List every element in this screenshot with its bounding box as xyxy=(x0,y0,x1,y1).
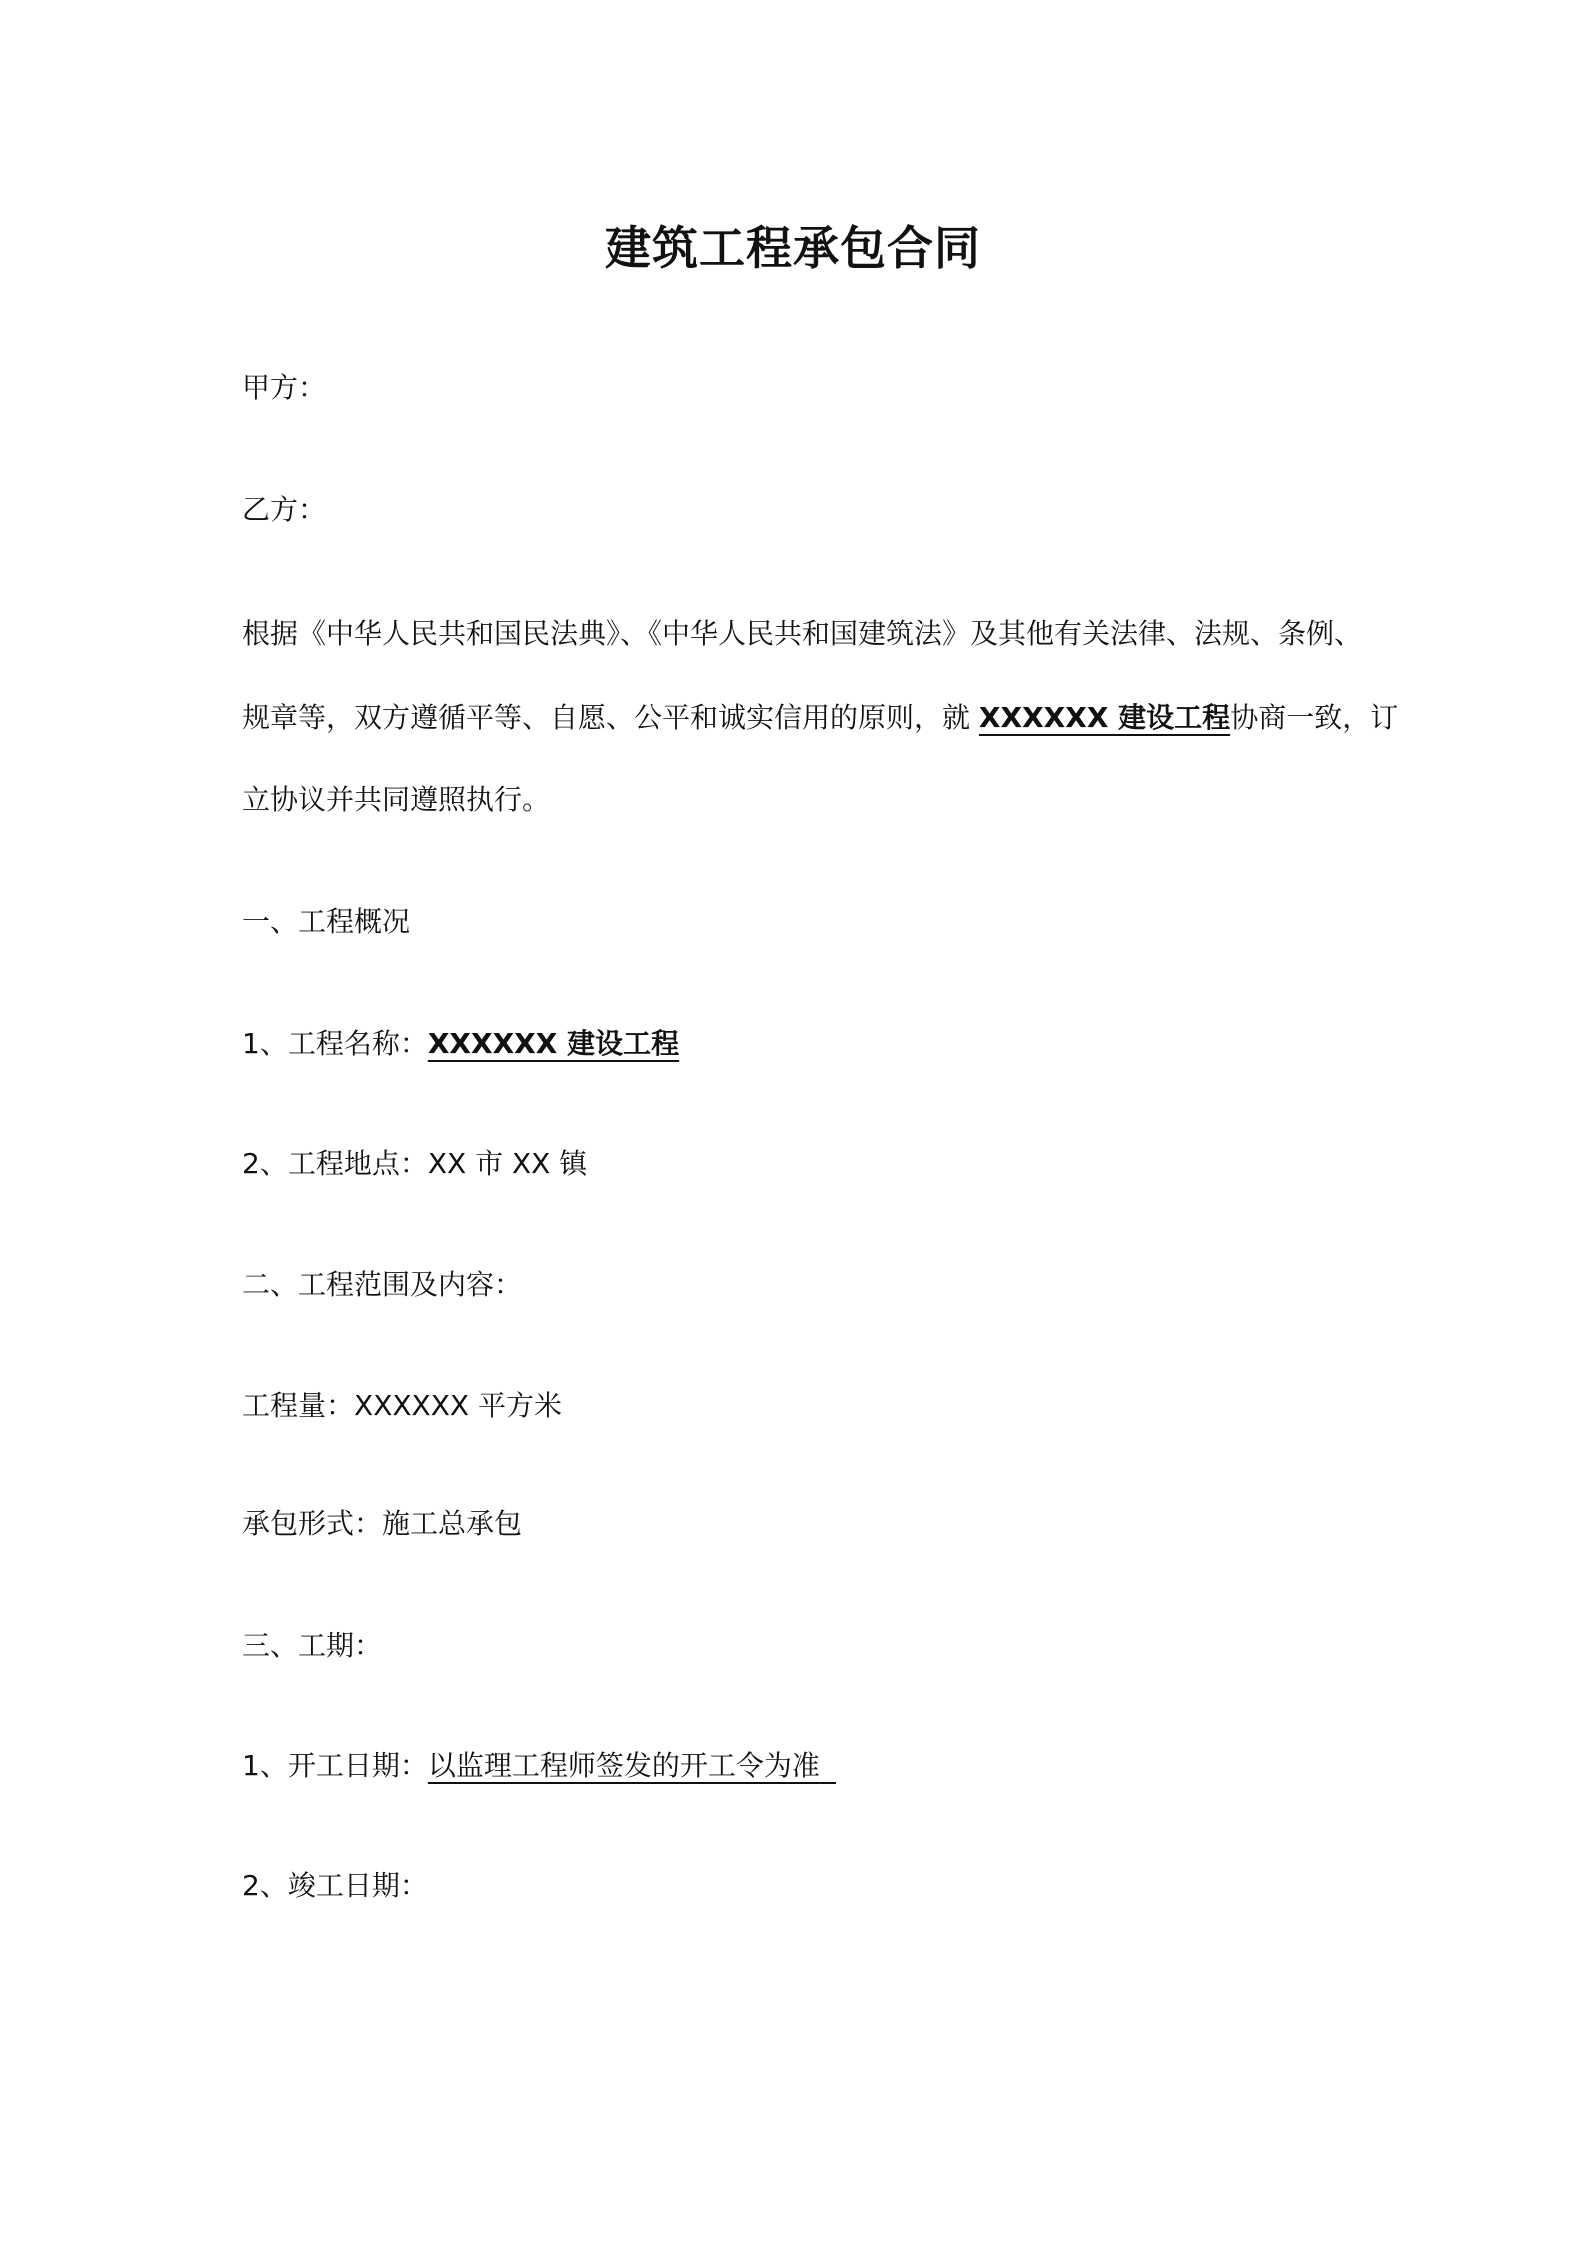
start-date-field xyxy=(242,1746,836,1786)
section-3-heading: 三、工期： xyxy=(242,1629,383,1662)
party-b-field xyxy=(242,490,326,530)
party-a-field xyxy=(242,368,326,408)
preamble-line-1: 根据《中华人民共和国民法典》、《中华人民共和国建筑法》及其他有关法律、法规、条例、 xyxy=(242,617,1363,650)
start-date-value: 以监理工程师签发的开工令为准 xyxy=(427,1749,820,1782)
contract-form-label: 承包形式： xyxy=(242,1507,383,1540)
project-name-field xyxy=(242,1024,679,1064)
preamble-line-3: 立协议并共同遵照执行。 xyxy=(242,783,551,816)
section-2-heading: 二、工程范围及内容： xyxy=(242,1268,523,1301)
quantity-field xyxy=(242,1386,562,1426)
start-date-underline-extension xyxy=(820,1744,836,1784)
party-a-label: 甲方： xyxy=(242,371,327,404)
completion-date-field xyxy=(242,1866,428,1906)
party-b-label: 乙方： xyxy=(242,493,327,526)
project-name-value: XXXXXX 建设工程 xyxy=(427,1027,680,1060)
preamble-text: 规章等，双方遵循平等、自愿、公平和诚实信用的原则，就 xyxy=(242,701,979,734)
preamble-line-2 xyxy=(242,698,1398,738)
project-location-label: 2、工程地点： xyxy=(242,1147,428,1180)
project-name-label: 1、工程名称： xyxy=(242,1027,428,1060)
contract-form-field xyxy=(242,1504,522,1544)
project-location-field xyxy=(242,1144,587,1184)
preamble-text-end: 协商一致，订 xyxy=(1230,701,1399,734)
document-title: 建筑工程承包合同 xyxy=(605,221,981,275)
project-location-value: XX 市 XX 镇 xyxy=(427,1147,588,1180)
preamble-project-name: XXXXXX 建设工程 xyxy=(978,701,1231,734)
quantity-label: 工程量： xyxy=(242,1389,355,1422)
completion-date-label: 2、竣工日期： xyxy=(242,1869,428,1902)
quantity-value: XXXXXX 平方米 xyxy=(354,1389,563,1422)
start-date-label: 1、开工日期： xyxy=(242,1749,428,1782)
section-1-heading: 一、工程概况 xyxy=(242,905,411,938)
contract-form-value: 施工总承包 xyxy=(382,1507,523,1540)
